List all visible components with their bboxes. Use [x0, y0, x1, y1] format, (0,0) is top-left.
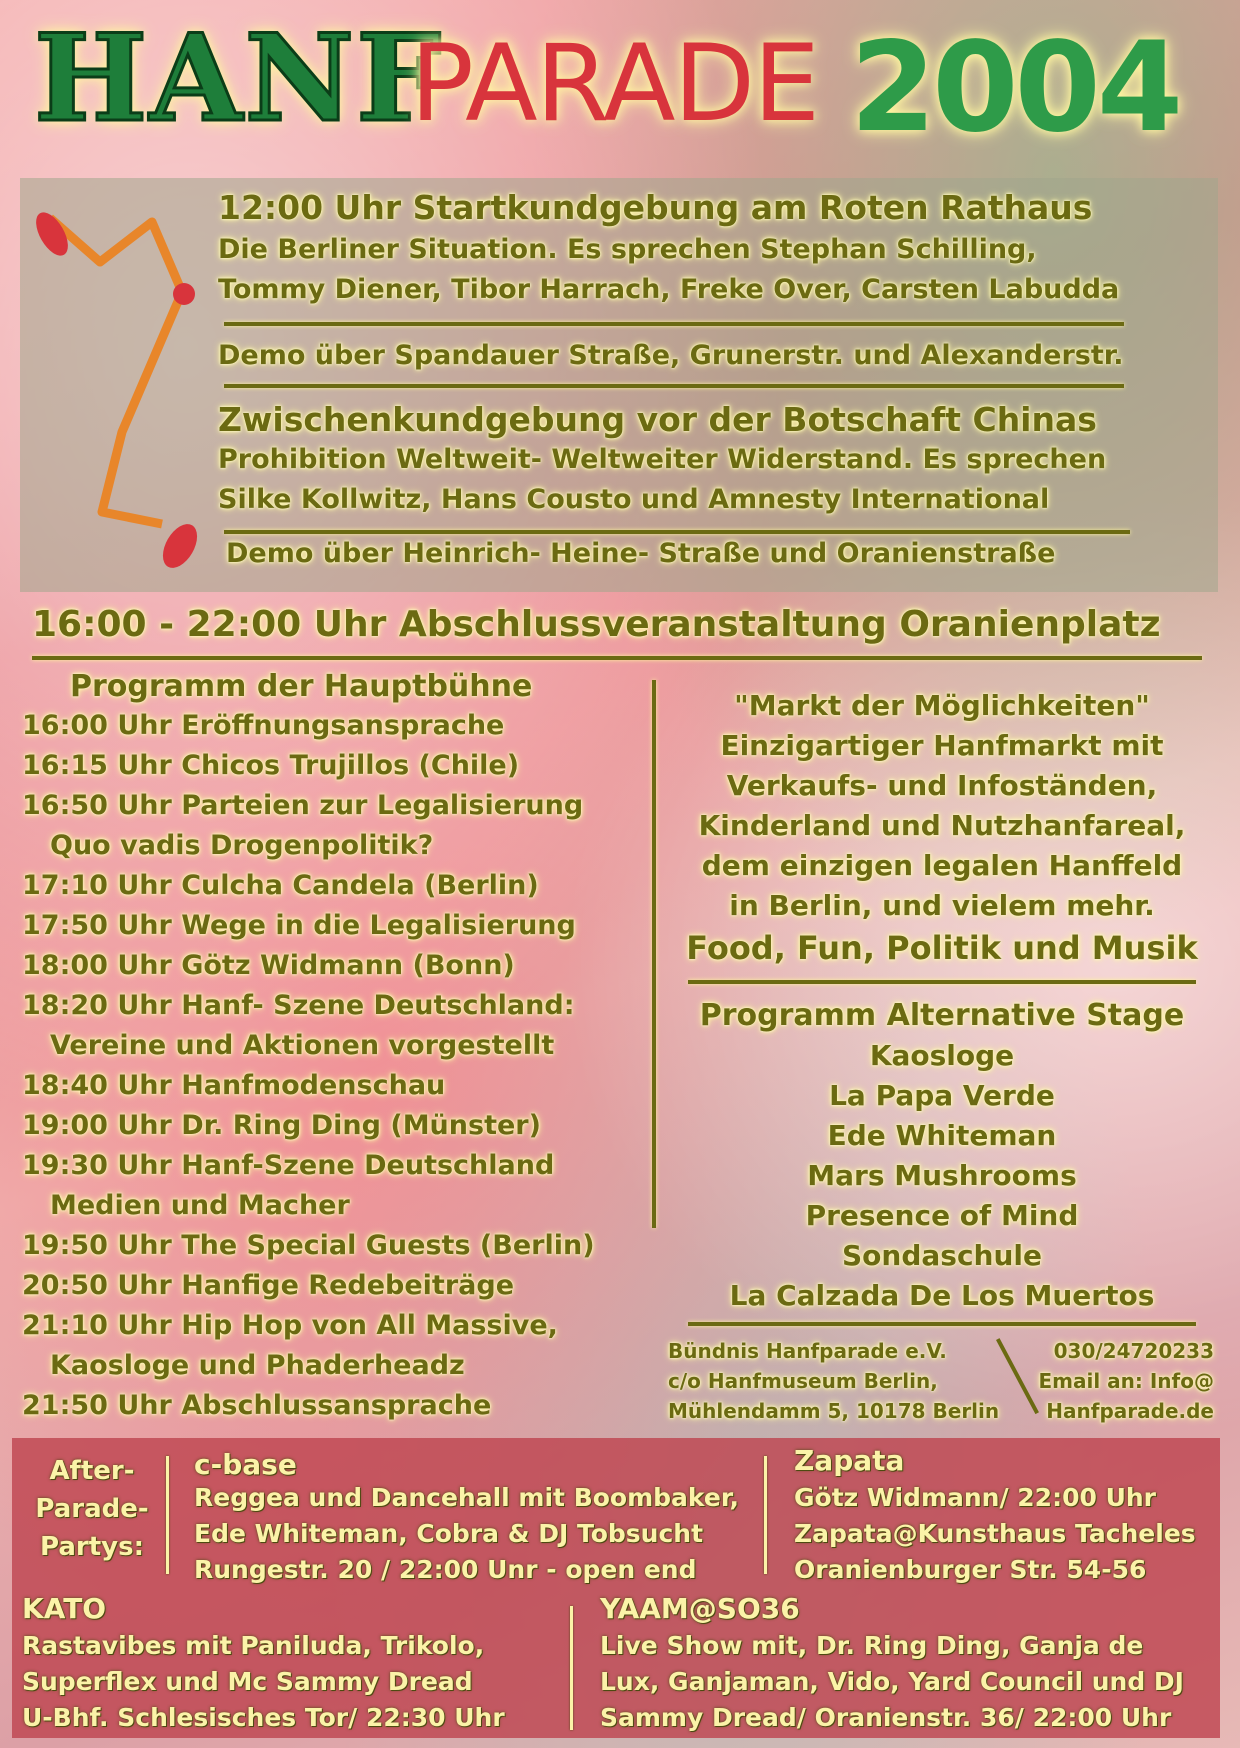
start-rally-text-2: Tommy Diener, Tibor Harrach, Freke Over, Carsten Labudda: [218, 274, 1120, 305]
program-item: 18:20 Uhr Hanf- Szene Deutschland:: [22, 990, 575, 1021]
yaam-title: YAAM@SO36: [600, 1592, 800, 1625]
alternative-stage-title: Programm Alternative Stage: [699, 998, 1185, 1033]
kato-title: KATO: [22, 1592, 107, 1625]
title-year: 2004: [850, 16, 1180, 160]
market-text: dem einzigen legalen Hanffeld: [701, 849, 1183, 882]
cbase-text: Ede Whiteman, Cobra & DJ Tobsucht: [194, 1519, 704, 1548]
kato-text: U-Bhf. Schlesisches Tor/ 22:30 Uhr: [22, 1703, 505, 1732]
title-hanf: HANF: [34, 8, 444, 149]
org-address: Mühlendamm 5, 10178 Berlin: [668, 1399, 1000, 1423]
poster-title: [30, 8, 1220, 168]
zapata-text: Zapata@Kunsthaus Tacheles: [794, 1519, 1196, 1548]
stage-act: Sondaschule: [842, 1239, 1042, 1272]
divider: [688, 980, 1196, 984]
program-item: 19:30 Uhr Hanf-Szene Deutschland: [22, 1150, 555, 1181]
demo-route-1: Demo über Spandauer Straße, Grunerstr. und Alexanderstr.: [218, 340, 1124, 371]
program-item: 16:50 Uhr Parteien zur Legalisierung: [22, 790, 584, 821]
divider: [224, 384, 1124, 388]
program-item: Medien und Macher: [50, 1190, 350, 1221]
intermediate-rally-text-1: Prohibition Weltweit- Weltweiter Widerstand. Es sprechen: [218, 444, 1107, 475]
org-name: Bündnis Hanfparade e.V.: [668, 1339, 947, 1363]
divider: [570, 1606, 573, 1730]
zapata-text: Götz Widmann/ 22:00 Uhr: [794, 1483, 1156, 1512]
market-text: Kinderland und Nutzhanfareal,: [698, 809, 1186, 842]
email-domain: Hanfparade.de: [1046, 1399, 1214, 1423]
alternative-stage-section: [664, 996, 1220, 1316]
cbase-text: Rungestr. 20 / 22:00 Unr - open end: [194, 1555, 697, 1584]
yaam-text: Sammy Dread/ Oranienstr. 36/ 22:00 Uhr: [600, 1703, 1172, 1732]
yaam-text: Live Show mit, Dr. Ring Ding, Ganja de: [600, 1631, 1144, 1660]
org-address: c/o Hanfmuseum Berlin,: [668, 1369, 938, 1393]
closing-event-heading: 16:00 - 22:00 Uhr Abschlussveranstaltung Oranienplatz: [32, 604, 1161, 645]
divider: [224, 322, 1124, 326]
divider: [688, 1322, 1196, 1326]
program-item: 21:10 Uhr Hip Hop von All Massive,: [22, 1310, 558, 1341]
after-label-line: Parade-: [35, 1494, 149, 1524]
intermediate-rally-text-2: Silke Kollwitz, Hans Cousto und Amnesty International: [218, 484, 1050, 515]
program-item: 21:50 Uhr Abschlussansprache: [22, 1390, 492, 1421]
program-item: 16:00 Uhr Eröffnungsansprache: [22, 710, 505, 741]
program-item: 16:15 Uhr Chicos Trujillos (Chile): [22, 750, 520, 781]
market-section: [664, 686, 1220, 970]
program-item: 17:50 Uhr Wege in die Legalisierung: [22, 910, 576, 941]
program-item: 19:50 Uhr The Special Guests (Berlin): [22, 1230, 595, 1261]
program-item: 19:00 Uhr Dr. Ring Ding (Münster): [22, 1110, 541, 1141]
program-item: 17:10 Uhr Culcha Candela (Berlin): [22, 870, 539, 901]
main-stage-program: [22, 668, 652, 1426]
yaam-text: Lux, Ganjaman, Vido, Yard Council und DJ: [600, 1667, 1184, 1696]
program-item: Vereine und Aktionen vorgestellt: [50, 1030, 555, 1061]
after-parade-label: [22, 1452, 162, 1566]
kato-text: Superflex und Mc Sammy Dread: [22, 1667, 473, 1696]
market-text: in Berlin, und vielem mehr.: [729, 889, 1155, 922]
intermediate-rally-heading: Zwischenkundgebung vor der Botschaft Chinas: [218, 400, 1097, 439]
start-rally-text-1: Die Berliner Situation. Es sprechen Stephan Schilling,: [218, 234, 1037, 265]
divider: [996, 1338, 1039, 1414]
cbase-title: c-base: [194, 1448, 297, 1481]
stage-act: Ede Whiteman: [827, 1119, 1057, 1152]
zapata-title: Zapata: [794, 1444, 905, 1477]
program-item: Quo vadis Drogenpolitik?: [50, 830, 434, 861]
after-label-line: Partys:: [40, 1532, 144, 1562]
stage-act: La Calzada De Los Muertos: [729, 1279, 1155, 1312]
divider: [32, 656, 1202, 660]
market-slogan: Food, Fun, Politik und Musik: [686, 929, 1198, 967]
title-parade: PARADE: [410, 22, 819, 145]
email-label: Email an: Info@: [1038, 1369, 1214, 1393]
phone-number: 030/24720233: [1053, 1339, 1214, 1363]
program-item: 18:00 Uhr Götz Widmann (Bonn): [22, 950, 515, 981]
stage-act: Kaosloge: [869, 1039, 1015, 1072]
program-item: 20:50 Uhr Hanfige Redebeiträge: [22, 1270, 515, 1301]
demo-route-2: Demo über Heinrich- Heine- Straße und Oranienstraße: [226, 538, 1056, 569]
column-divider: [652, 680, 656, 1228]
divider: [166, 1456, 169, 1574]
divider: [764, 1456, 767, 1574]
stage-act: Presence of Mind: [805, 1199, 1079, 1232]
after-label-line: After-: [49, 1456, 135, 1486]
cbase-text: Reggea und Dancehall mit Boombaker,: [194, 1483, 739, 1512]
start-rally-heading: 12:00 Uhr Startkundgebung am Roten Rathaus: [218, 188, 1093, 227]
stage-act: La Papa Verde: [829, 1079, 1055, 1112]
market-text: Einzigartiger Hanfmarkt mit: [720, 729, 1164, 762]
zapata-text: Oranienburger Str. 54-56: [794, 1555, 1147, 1584]
contact-block: [666, 1336, 1220, 1426]
market-title: "Markt der Möglichkeiten": [734, 689, 1150, 722]
market-text: Verkaufs- und Infoständen,: [726, 769, 1158, 802]
divider: [224, 530, 1130, 534]
program-item: Kaosloge und Phaderheadz: [50, 1350, 465, 1381]
stage-act: Mars Mushrooms: [807, 1159, 1077, 1192]
main-stage-title: Programm der Hauptbühne: [70, 669, 533, 704]
program-item: 18:40 Uhr Hanfmodenschau: [22, 1070, 446, 1101]
route-map-icon: [30, 200, 200, 575]
kato-text: Rastavibes mit Paniluda, Trikolo,: [22, 1631, 485, 1660]
